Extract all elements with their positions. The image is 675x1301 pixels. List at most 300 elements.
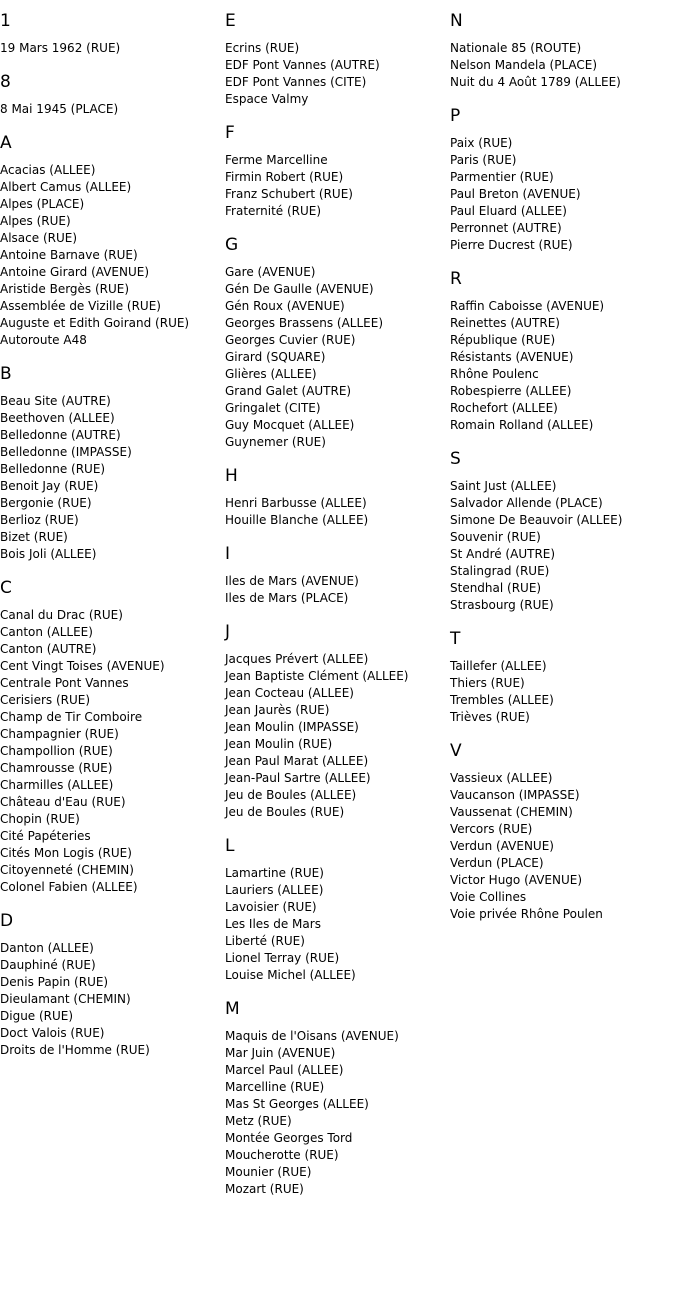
street-list-item (0, 709, 222, 726)
street-list-item (0, 427, 222, 444)
street-list-item (225, 770, 447, 787)
street-link[interactable]: Résistants (AVENUE) (450, 350, 574, 364)
street-link[interactable]: Jeu de Boules (ALLEE) (225, 788, 357, 802)
street-link[interactable]: Rochefort (ALLEE) (450, 401, 558, 415)
street-list (225, 1028, 447, 1198)
street-list-item (225, 91, 447, 108)
street-list-item (225, 882, 447, 899)
letter-section (0, 71, 222, 118)
street-list-item (0, 196, 222, 213)
street-link[interactable]: EDF Pont Vannes (AUTRE) (225, 58, 380, 72)
street-list-item (450, 709, 672, 726)
street-link[interactable]: Paris (RUE) (450, 153, 517, 167)
street-list-item (0, 641, 222, 658)
street-list-item (450, 298, 672, 315)
letter-section (0, 910, 222, 1059)
street-list-item (0, 726, 222, 743)
street-link[interactable]: Guy Mocquet (ALLEE) (225, 418, 355, 432)
street-list-item (225, 495, 447, 512)
street-list-item (225, 74, 447, 91)
street-link[interactable]: Colonel Fabien (ALLEE) (0, 880, 138, 894)
letter-section (450, 10, 672, 91)
street-list-item (225, 281, 447, 298)
street-list-item (0, 957, 222, 974)
street-link[interactable]: Chopin (RUE) (0, 812, 80, 826)
street-link[interactable]: Stalingrad (RUE) (450, 564, 550, 578)
street-link[interactable]: Ferme Marcelline (225, 153, 328, 167)
street-list (225, 495, 447, 529)
street-list-item (225, 753, 447, 770)
street-list-item (225, 1096, 447, 1113)
street-link[interactable]: Stendhal (RUE) (450, 581, 542, 595)
street-list (0, 162, 222, 349)
street-list-item (0, 879, 222, 896)
street-link[interactable]: Verdun (PLACE) (450, 856, 544, 870)
street-link[interactable]: Victor Hugo (AVENUE) (450, 873, 583, 887)
street-list-item (225, 719, 447, 736)
street-link[interactable]: Bergonie (RUE) (0, 496, 92, 510)
street-link[interactable]: Glières (ALLEE) (225, 367, 317, 381)
street-link[interactable]: Saint Just (ALLEE) (450, 479, 557, 493)
street-link[interactable]: Ecrins (RUE) (225, 41, 300, 55)
street-link[interactable]: Aristide Bergès (RUE) (0, 282, 130, 296)
street-list-item (225, 1079, 447, 1096)
street-link[interactable]: Alpes (RUE) (0, 214, 71, 228)
street-list-item (225, 383, 447, 400)
street-link[interactable]: Nelson Mandela (PLACE) (450, 58, 598, 72)
street-list-item (450, 855, 672, 872)
letter-section (0, 577, 222, 896)
street-link[interactable]: Alsace (RUE) (0, 231, 78, 245)
street-list (0, 940, 222, 1059)
street-list-item (225, 1045, 447, 1062)
street-link[interactable]: Champ de Tir Comboire (0, 710, 143, 724)
street-link[interactable]: Pierre Ducrest (RUE) (450, 238, 573, 252)
street-link[interactable]: Danton (ALLEE) (0, 941, 94, 955)
letter-heading: D (0, 911, 14, 931)
street-list-item (0, 675, 222, 692)
street-link[interactable]: Espace Valmy (225, 92, 309, 106)
letter-section (0, 132, 222, 349)
street-list (450, 658, 672, 726)
street-list (450, 135, 672, 254)
letter-section (225, 621, 447, 821)
street-link[interactable]: Belledonne (RUE) (0, 462, 106, 476)
street-link[interactable]: Trièves (RUE) (450, 710, 530, 724)
street-link[interactable]: Cité Papéteries (0, 829, 91, 843)
street-list-item (450, 692, 672, 709)
street-link[interactable]: Cerisiers (RUE) (0, 693, 91, 707)
letter-heading: E (225, 11, 236, 31)
street-list-item (225, 651, 447, 668)
street-link[interactable]: Jean Jaurès (RUE) (225, 703, 330, 717)
street-list-item (450, 597, 672, 614)
street-link[interactable]: Belledonne (AUTRE) (0, 428, 121, 442)
street-list-item (450, 546, 672, 563)
street-list-item (225, 804, 447, 821)
street-link[interactable]: Canton (AUTRE) (0, 642, 97, 656)
street-list-item (450, 770, 672, 787)
street-link[interactable]: Benoit Jay (RUE) (0, 479, 99, 493)
street-link[interactable]: Chamrousse (RUE) (0, 761, 113, 775)
street-link[interactable]: Romain Rolland (ALLEE) (450, 418, 594, 432)
street-list-item (225, 40, 447, 57)
street-link[interactable]: Digue (RUE) (0, 1009, 74, 1023)
street-list-item (0, 315, 222, 332)
street-link[interactable]: Georges Brassens (ALLEE) (225, 316, 383, 330)
street-link[interactable]: Acacias (ALLEE) (0, 163, 96, 177)
street-link[interactable]: Metz (RUE) (225, 1114, 292, 1128)
street-list (0, 393, 222, 563)
street-list-item (450, 135, 672, 152)
street-link[interactable]: Antoine Girard (AVENUE) (0, 265, 150, 279)
street-list-item (450, 220, 672, 237)
street-link[interactable]: Lauriers (ALLEE) (225, 883, 324, 897)
street-link[interactable]: Antoine Barnave (RUE) (0, 248, 138, 262)
street-list-item (0, 692, 222, 709)
street-list-item (0, 298, 222, 315)
street-link[interactable]: Doct Valois (RUE) (0, 1026, 105, 1040)
street-link[interactable]: Assemblée de Vizille (RUE) (0, 299, 161, 313)
street-list-item (450, 383, 672, 400)
street-list-item (450, 889, 672, 906)
letter-heading: M (225, 999, 240, 1019)
street-link[interactable]: Mounier (RUE) (225, 1165, 312, 1179)
letter-heading: V (450, 741, 462, 761)
street-link[interactable]: Cent Vingt Toises (AVENUE) (0, 659, 165, 673)
street-list-item (450, 821, 672, 838)
street-link[interactable]: Robespierre (ALLEE) (450, 384, 572, 398)
street-link[interactable]: Paul Eluard (ALLEE) (450, 204, 567, 218)
street-link[interactable]: Houille Blanche (ALLEE) (225, 513, 369, 527)
street-list-item (450, 400, 672, 417)
street-link[interactable]: Simone De Beauvoir (ALLEE) (450, 513, 623, 527)
street-link[interactable]: Iles de Mars (PLACE) (225, 591, 349, 605)
street-link[interactable]: Jeu de Boules (RUE) (225, 805, 345, 819)
street-list-item (450, 237, 672, 254)
street-link[interactable]: Moucherotte (RUE) (225, 1148, 339, 1162)
letter-heading: L (225, 836, 235, 856)
street-link[interactable]: Gén Roux (AVENUE) (225, 299, 345, 313)
street-list-item (450, 512, 672, 529)
street-link[interactable]: Gringalet (CITE) (225, 401, 321, 415)
street-link[interactable]: Paul Breton (AVENUE) (450, 187, 581, 201)
letter-section (450, 628, 672, 726)
street-link[interactable]: Reinettes (AUTRE) (450, 316, 560, 330)
street-link[interactable]: Autoroute A48 (0, 333, 87, 347)
letter-heading: N (450, 11, 463, 31)
letter-section (225, 998, 447, 1198)
street-link[interactable]: 8 Mai 1945 (PLACE) (0, 102, 119, 116)
street-link[interactable]: Denis Papin (RUE) (0, 975, 109, 989)
street-list-item (225, 434, 447, 451)
street-link[interactable]: Mozart (RUE) (225, 1182, 304, 1196)
letter-heading: S (450, 449, 461, 469)
street-list-item (0, 461, 222, 478)
street-list-item (450, 804, 672, 821)
letter-section (225, 465, 447, 529)
street-list-item (225, 264, 447, 281)
street-list-item (225, 417, 447, 434)
street-link[interactable]: Bizet (RUE) (0, 530, 68, 544)
street-list-item (0, 179, 222, 196)
street-list-item (225, 950, 447, 967)
street-list-item (0, 624, 222, 641)
street-list-item (450, 529, 672, 546)
street-list-item (225, 152, 447, 169)
street-list-item (450, 872, 672, 889)
letter-section (450, 740, 672, 923)
street-list-item (225, 787, 447, 804)
street-list-item (0, 332, 222, 349)
street-list (0, 101, 222, 118)
street-list-item (450, 417, 672, 434)
street-link[interactable]: Alpes (PLACE) (0, 197, 85, 211)
street-link[interactable]: Souvenir (RUE) (450, 530, 541, 544)
street-list-item (0, 794, 222, 811)
street-link[interactable]: St André (AUTRE) (450, 547, 556, 561)
street-list-item (0, 213, 222, 230)
letter-section (450, 448, 672, 614)
street-list-item (0, 777, 222, 794)
street-list (225, 264, 447, 451)
street-link[interactable]: Parmentier (RUE) (450, 170, 554, 184)
street-link[interactable]: Mar Juin (AVENUE) (225, 1046, 336, 1060)
street-list-item (0, 410, 222, 427)
street-list-item (0, 658, 222, 675)
street-link[interactable]: Guynemer (RUE) (225, 435, 326, 449)
street-list-item (225, 1028, 447, 1045)
street-link[interactable]: Dieulamant (CHEMIN) (0, 992, 131, 1006)
street-link[interactable]: Perronnet (AUTRE) (450, 221, 562, 235)
street-link[interactable]: Jean Moulin (RUE) (225, 737, 333, 751)
street-link[interactable]: Beethoven (ALLEE) (0, 411, 115, 425)
street-link[interactable]: Lamartine (RUE) (225, 866, 324, 880)
letter-section (0, 10, 222, 57)
street-link[interactable]: Canal du Drac (RUE) (0, 608, 123, 622)
street-list-item (0, 828, 222, 845)
street-list-item (450, 349, 672, 366)
street-link[interactable]: Citoyenneté (CHEMIN) (0, 863, 134, 877)
letter-section (450, 105, 672, 254)
street-list-item (225, 685, 447, 702)
street-list-item (0, 230, 222, 247)
street-list-item (450, 675, 672, 692)
street-link[interactable]: Vercors (RUE) (450, 822, 533, 836)
street-list-item (0, 529, 222, 546)
street-link[interactable]: Lionel Terray (RUE) (225, 951, 340, 965)
street-list-item (450, 787, 672, 804)
letter-heading: J (225, 622, 231, 642)
street-list-item (0, 1008, 222, 1025)
street-list-item (0, 281, 222, 298)
street-link[interactable]: Jacques Prévert (ALLEE) (225, 652, 369, 666)
street-link[interactable]: Jean Paul Marat (ALLEE) (225, 754, 369, 768)
street-list (0, 607, 222, 896)
street-link[interactable]: Maquis de l'Oisans (AVENUE) (225, 1029, 399, 1043)
street-link[interactable]: Belledonne (IMPASSE) (0, 445, 132, 459)
street-index-column-3 (450, 0, 672, 937)
street-list-item (450, 57, 672, 74)
street-link[interactable]: Les Iles de Mars (225, 917, 321, 931)
street-link[interactable]: Liberté (RUE) (225, 934, 305, 948)
street-list-item (225, 186, 447, 203)
street-list-item (450, 74, 672, 91)
street-link[interactable]: Salvador Allende (PLACE) (450, 496, 603, 510)
street-list-item (0, 40, 222, 57)
letter-heading: R (450, 269, 462, 289)
street-link[interactable]: Jean Moulin (IMPASSE) (225, 720, 359, 734)
street-link[interactable]: Vaucanson (IMPASSE) (450, 788, 580, 802)
letter-section (225, 10, 447, 108)
street-list-item (0, 495, 222, 512)
street-link[interactable]: Taillefer (ALLEE) (450, 659, 547, 673)
street-link[interactable]: Charmilles (ALLEE) (0, 778, 114, 792)
letter-section (225, 835, 447, 984)
street-list-item (450, 563, 672, 580)
street-list-item (225, 315, 447, 332)
street-link[interactable]: Centrale Pont Vannes (0, 676, 129, 690)
street-link[interactable]: Louise Michel (ALLEE) (225, 968, 356, 982)
street-link[interactable]: Nationale 85 (ROUTE) (450, 41, 582, 55)
street-list-item (0, 940, 222, 957)
street-link[interactable]: Cités Mon Logis (RUE) (0, 846, 132, 860)
street-link[interactable]: Berlioz (RUE) (0, 513, 79, 527)
street-list-item (225, 899, 447, 916)
street-list-item (450, 580, 672, 597)
street-list (450, 478, 672, 614)
street-link[interactable]: Champollion (RUE) (0, 744, 113, 758)
street-link[interactable]: Marcel Paul (ALLEE) (225, 1063, 344, 1077)
street-link[interactable]: Jean Baptiste Clément (ALLEE) (225, 669, 409, 683)
street-list-item (0, 974, 222, 991)
street-list-item (450, 169, 672, 186)
street-list-item (0, 264, 222, 281)
street-link[interactable]: Nuit du 4 Août 1789 (ALLEE) (450, 75, 621, 89)
street-link[interactable]: Gén De Gaulle (AVENUE) (225, 282, 374, 296)
street-link[interactable]: Rhône Poulenc (450, 367, 539, 381)
street-link[interactable]: Château d'Eau (RUE) (0, 795, 126, 809)
street-link[interactable]: Voie privée Rhône Poulen (450, 907, 603, 921)
street-link[interactable]: Georges Cuvier (RUE) (225, 333, 356, 347)
street-list-item (0, 862, 222, 879)
letter-heading: I (225, 544, 231, 564)
street-list (225, 573, 447, 607)
street-link[interactable]: Franz Schubert (RUE) (225, 187, 353, 201)
street-link[interactable]: Vassieux (ALLEE) (450, 771, 553, 785)
street-link[interactable]: Iles de Mars (AVENUE) (225, 574, 359, 588)
street-list-item (225, 702, 447, 719)
letter-heading: C (0, 578, 12, 598)
street-list-item (225, 1181, 447, 1198)
letter-heading: G (225, 235, 239, 255)
street-link[interactable]: Girard (SQUARE) (225, 350, 326, 364)
street-link[interactable]: Dauphiné (RUE) (0, 958, 96, 972)
street-list-item (225, 57, 447, 74)
letter-heading: H (225, 466, 238, 486)
street-list-item (225, 736, 447, 753)
letter-section (225, 122, 447, 220)
street-list-item (0, 1042, 222, 1059)
street-list-item (225, 349, 447, 366)
street-link[interactable]: Voie Collines (450, 890, 527, 904)
street-link[interactable]: EDF Pont Vannes (CITE) (225, 75, 367, 89)
street-list (225, 865, 447, 984)
street-link[interactable]: Bois Joli (ALLEE) (0, 547, 97, 561)
street-link[interactable]: Paix (RUE) (450, 136, 513, 150)
street-link[interactable]: Marcelline (RUE) (225, 1080, 325, 1094)
street-list-item (225, 400, 447, 417)
street-link[interactable]: Fraternité (RUE) (225, 204, 322, 218)
letter-heading: B (0, 364, 12, 384)
street-list-item (450, 366, 672, 383)
street-link[interactable]: Jean-Paul Sartre (ALLEE) (225, 771, 371, 785)
street-list-item (450, 658, 672, 675)
letter-heading: 1 (0, 11, 11, 31)
street-list (225, 40, 447, 108)
street-link[interactable]: Trembles (ALLEE) (450, 693, 554, 707)
street-list (450, 298, 672, 434)
street-link[interactable]: Thiers (RUE) (450, 676, 525, 690)
street-list-item (450, 478, 672, 495)
letter-section (225, 234, 447, 451)
street-link[interactable]: Auguste et Edith Goirand (RUE) (0, 316, 190, 330)
street-list (225, 152, 447, 220)
street-list-item (225, 590, 447, 607)
street-list-item (0, 478, 222, 495)
street-list-item (225, 366, 447, 383)
letter-section (225, 543, 447, 607)
street-list-item (225, 573, 447, 590)
street-link[interactable]: Gare (AVENUE) (225, 265, 316, 279)
street-list-item (0, 393, 222, 410)
street-link[interactable]: Vaussenat (CHEMIN) (450, 805, 573, 819)
street-link[interactable]: Verdun (AVENUE) (450, 839, 554, 853)
letter-section (450, 268, 672, 434)
street-list-item (450, 315, 672, 332)
street-list-item (225, 933, 447, 950)
street-list-item (0, 247, 222, 264)
street-link[interactable]: Strasbourg (RUE) (450, 598, 554, 612)
street-link[interactable]: Jean Cocteau (ALLEE) (225, 686, 354, 700)
street-link[interactable]: République (RUE) (450, 333, 556, 347)
street-list-item (0, 607, 222, 624)
street-list-item (0, 845, 222, 862)
street-list-item (225, 1164, 447, 1181)
street-list-item (450, 838, 672, 855)
letter-heading: F (225, 123, 235, 143)
street-list-item (225, 1130, 447, 1147)
street-link[interactable]: Albert Camus (ALLEE) (0, 180, 132, 194)
letter-heading: T (450, 629, 461, 649)
street-link[interactable]: Champagnier (RUE) (0, 727, 119, 741)
street-link[interactable]: Raffin Caboisse (AVENUE) (450, 299, 605, 313)
street-link[interactable]: Lavoisier (RUE) (225, 900, 317, 914)
street-link[interactable]: Beau Site (AUTRE) (0, 394, 111, 408)
letter-heading: 8 (0, 72, 11, 92)
street-link[interactable]: Henri Barbusse (ALLEE) (225, 496, 367, 510)
street-link[interactable]: Droits de l'Homme (RUE) (0, 1043, 150, 1057)
street-link[interactable]: 19 Mars 1962 (RUE) (0, 41, 121, 55)
street-list-item (225, 1113, 447, 1130)
street-link[interactable]: Firmin Robert (RUE) (225, 170, 344, 184)
street-list-item (225, 1062, 447, 1079)
street-list-item (0, 101, 222, 118)
street-link[interactable]: Mas St Georges (ALLEE) (225, 1097, 369, 1111)
street-link[interactable]: Montée Georges Tord (225, 1131, 353, 1145)
street-link[interactable]: Grand Galet (AUTRE) (225, 384, 352, 398)
street-link[interactable]: Canton (ALLEE) (0, 625, 93, 639)
